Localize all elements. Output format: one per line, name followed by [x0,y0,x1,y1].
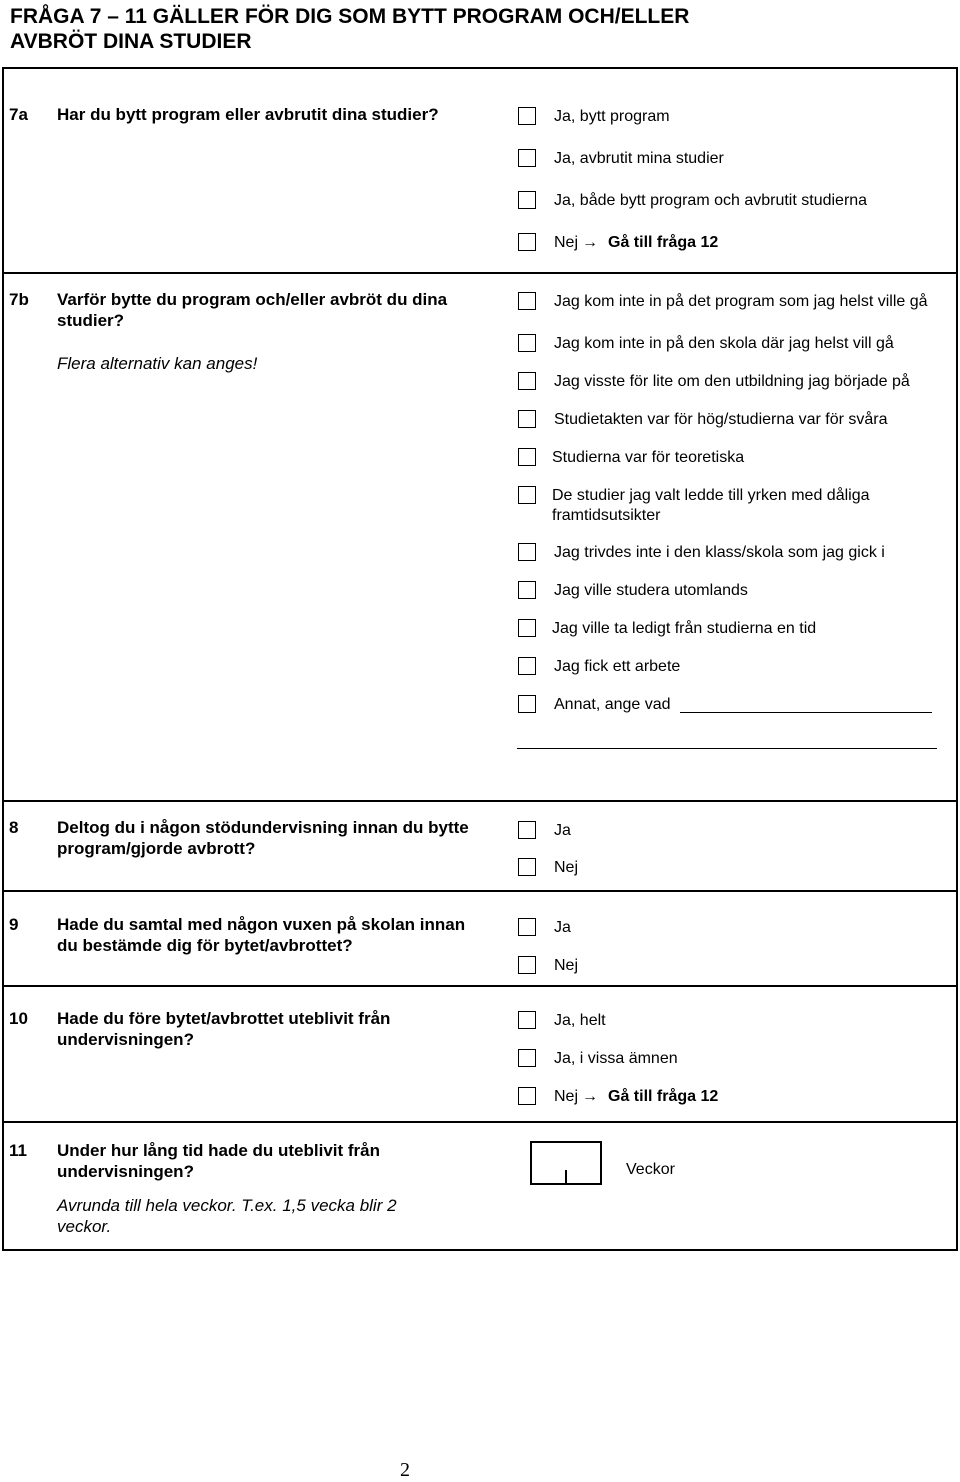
option-label: Jag ville ta ledigt från studierna en tid [552,620,817,637]
question-note-11: Avrunda till hela veckor. T.ex. 1,5 vecka blir 2 veckor. [57,1196,397,1236]
checkbox[interactable] [518,1049,536,1067]
checkbox[interactable] [518,1011,536,1029]
checkbox[interactable] [518,543,536,561]
row-separator [2,985,958,987]
option-label: Nej → Gå till fråga 12 [554,1088,719,1105]
question-number-8: 8 [9,818,19,837]
option-label: Studietakten var för hög/studierna var för svåra [554,411,888,428]
question-note-7b: Flera alternativ kan anges! [57,354,258,373]
checkbox[interactable] [518,657,536,675]
question-number-10: 10 [9,1009,28,1028]
checkbox[interactable] [518,486,536,504]
option-label: Studierna var för teoretiska [552,449,745,466]
checkbox[interactable] [518,695,536,713]
question-number-11: 11 [9,1141,27,1160]
checkbox[interactable] [518,918,536,936]
checkbox[interactable] [518,149,536,167]
checkbox[interactable] [518,334,536,352]
row-separator [2,1121,958,1123]
question-text-8: Deltog du i någon stödundervisning innan du bytte program/gjorde avbrott? [57,818,469,858]
option-label: Jag visste för lite om den utbildning jag började på [554,373,910,390]
header-line-2: AVBRÖT DINA STUDIER [10,30,252,53]
checkbox[interactable] [518,619,536,637]
option-label: Ja, i vissa ämnen [554,1050,678,1067]
other-answer-line[interactable] [517,748,937,749]
questionnaire-table [2,67,958,1251]
checkbox[interactable] [518,107,536,125]
checkbox[interactable] [518,858,536,876]
question-text-7b: Varför bytte du program och/eller avbröt du dina studier? [57,290,448,330]
option-label: Ja [554,822,571,839]
checkbox[interactable] [518,821,536,839]
weeks-unit-label: Veckor [626,1161,675,1178]
option-label: Jag kom inte in på den skola där jag helst vill gå [554,335,894,352]
option-label: Nej [554,859,579,876]
option-label: Ja [554,919,571,936]
arrow-right-icon: → [582,234,599,251]
question-number-7a: 7a [9,105,28,124]
form-header [10,4,910,54]
checkbox[interactable] [518,292,536,310]
option-label: Ja, helt [554,1012,606,1029]
question-number-9: 9 [9,915,19,934]
option-label: Jag trivdes inte i den klass/skola som jag gick i [554,544,885,561]
question-text-7a: Har du bytt program eller avbrutit dina studier? [57,105,439,124]
question-text-9: Hade du samtal med någon vuxen på skolan innan du bestämde dig för bytet/avbrottet? [57,915,466,955]
option-label: Nej → Gå till fråga 12 [554,234,719,251]
checkbox[interactable] [518,233,536,251]
option-label: Nej [554,957,579,974]
page-number: 2 [400,1459,410,1481]
arrow-right-icon: → [582,1088,599,1105]
row-separator [2,890,958,892]
question-number-7b: 7b [9,290,29,309]
goto-instruction: Gå till fråga 12 [608,1088,719,1105]
option-label: Ja, bytt program [554,108,670,125]
option-label: Jag ville studera utomlands [554,582,748,599]
checkbox[interactable] [518,581,536,599]
digit-divider [565,1170,567,1185]
option-label: Ja, avbrutit mina studier [554,150,724,167]
row-separator [2,272,958,274]
checkbox[interactable] [518,448,536,466]
question-text-10: Hade du före bytet/avbrottet uteblivit från undervisningen? [57,1009,391,1049]
goto-instruction: Gå till fråga 12 [608,234,719,251]
option-label: De studier jag valt ledde till yrken med dåliga framtidsutsikter [552,487,870,524]
checkbox[interactable] [518,410,536,428]
checkbox[interactable] [518,372,536,390]
option-label: Annat, ange vad [554,696,671,713]
row-separator [2,800,958,802]
option-label: Ja, både bytt program och avbrutit studierna [554,192,868,209]
header-line-1: FRÅGA 7 – 11 GÄLLER FÖR DIG SOM BYTT PROGRAM OCH/ELLER [10,5,690,28]
option-label: Jag fick ett arbete [554,658,681,675]
option-label: Jag kom inte in på det program som jag helst ville gå [554,293,928,310]
checkbox[interactable] [518,191,536,209]
checkbox[interactable] [518,956,536,974]
other-answer-line[interactable] [680,712,932,713]
checkbox[interactable] [518,1087,536,1105]
question-text-11: Under hur lång tid hade du uteblivit från undervisningen? [57,1141,381,1181]
